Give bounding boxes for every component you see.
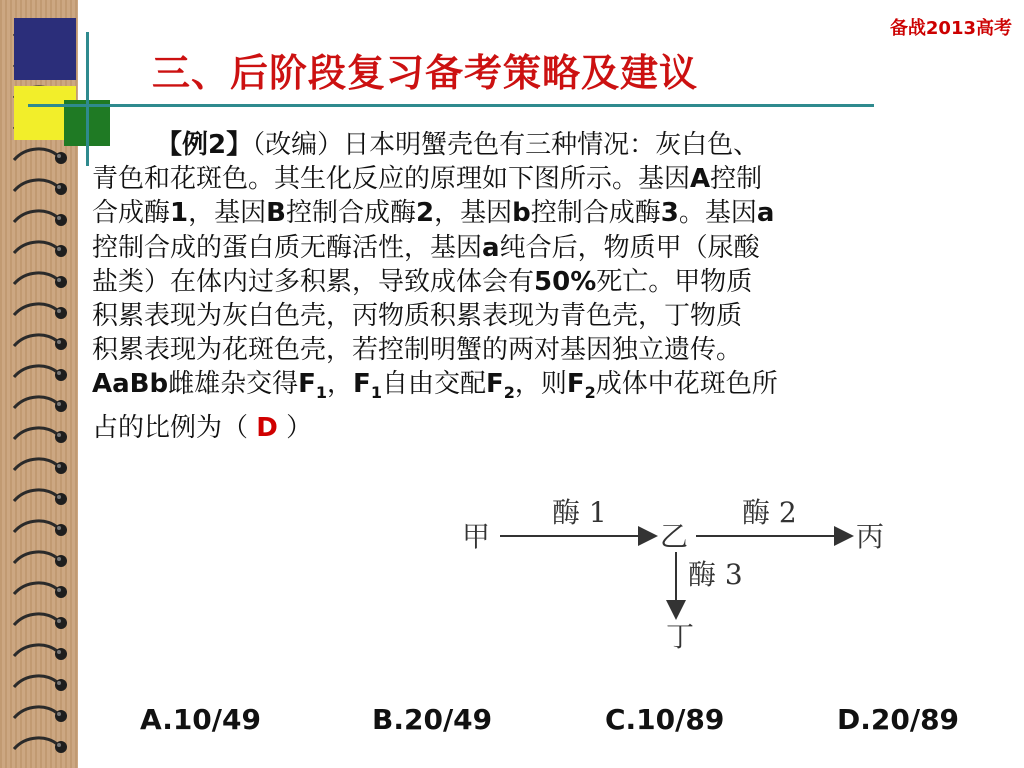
enzyme-2-label: 酶 2 <box>742 496 797 529</box>
question-segment: a <box>482 232 500 263</box>
binding-ring-icon <box>8 144 72 170</box>
node-yi: 乙 <box>660 520 689 553</box>
question-line <box>92 162 982 196</box>
question-segment: 雌雄杂交得 <box>168 369 299 400</box>
binding-ring-icon <box>8 175 72 201</box>
question-segment: 50% <box>534 266 597 297</box>
header-tag: 备战2013高考 <box>889 18 1012 39</box>
pathway-diagram <box>460 488 900 656</box>
binding-ring-icon <box>8 206 72 232</box>
question-segment: ， <box>327 369 354 400</box>
question-segment: 2 <box>415 198 435 229</box>
question-segment: 2 <box>503 383 515 403</box>
binding-ring-icon <box>8 547 72 573</box>
question-segment: 1 <box>315 383 328 403</box>
binding-ring-icon <box>8 671 72 697</box>
binding-ring-icon <box>8 299 72 325</box>
question-segment: 死亡。甲物质 <box>596 266 753 297</box>
enzyme-1-label: 酶 1 <box>552 496 607 529</box>
question-segment: F <box>298 369 316 400</box>
question-line <box>92 231 982 265</box>
question-line <box>92 196 982 230</box>
node-bing: 丙 <box>856 520 885 553</box>
question-segment: ，基因 <box>188 198 267 229</box>
option-c[interactable]: C.10/89 <box>605 703 725 736</box>
question-segment: 1 <box>170 198 189 229</box>
title-underline <box>28 104 874 107</box>
question-line <box>92 265 982 299</box>
question-line <box>92 411 982 445</box>
question-segment: 纯合后，物质甲（尿酸 <box>499 232 760 263</box>
question-segment: B <box>266 198 286 229</box>
binding-ring-icon <box>8 423 72 449</box>
question-line <box>92 367 982 410</box>
question-segment: 。基因 <box>678 198 757 229</box>
question-segment: 1 <box>370 383 382 403</box>
binding-ring-icon <box>8 733 72 759</box>
binding-ring-icon <box>8 702 72 728</box>
question-segment: F <box>566 369 585 400</box>
decor-square-navy <box>14 18 76 80</box>
binding-ring-icon <box>8 640 72 666</box>
question-segment: 控制 <box>710 164 763 195</box>
question-segment: ，基因 <box>434 198 513 229</box>
option-b[interactable]: B.20/49 <box>372 703 493 736</box>
question-segment: a <box>756 198 775 229</box>
binding-ring-icon <box>8 330 72 356</box>
enzyme-3-label: 酶 3 <box>688 558 743 591</box>
option-d[interactable]: D.20/89 <box>837 703 960 736</box>
binding-ring-icon <box>8 454 72 480</box>
question-line <box>92 128 982 162</box>
binding-ring-icon <box>8 237 72 263</box>
question-segment: 积累表现为花斑色壳，若控制明蟹的两对基因独立遗传。 <box>92 335 743 366</box>
question-segment: （改编）日本明蟹壳色有三种情况：灰白色、 <box>252 130 760 160</box>
question-segment: 【例2】 <box>156 130 253 160</box>
question-line <box>92 333 982 367</box>
node-jia: 甲 <box>462 520 491 553</box>
binding-ring-icon <box>8 485 72 511</box>
question-segment: ，则 <box>514 369 567 400</box>
question-line <box>92 299 982 333</box>
question-segment: ） <box>277 412 313 443</box>
binding-ring-icon <box>8 578 72 604</box>
question-segment: 自由交配 <box>381 369 486 400</box>
question-segment: 青色和花斑色。其生化反应的原理如下图所示。基因 <box>92 164 691 195</box>
question-text <box>92 128 982 445</box>
binding-ring-icon <box>8 392 72 418</box>
binding-ring-icon <box>8 361 72 387</box>
question-segment: 控制合成的蛋白质无酶活性，基因 <box>92 232 483 263</box>
question-segment: AaBb <box>92 369 169 400</box>
answer-text: D <box>256 412 278 443</box>
question-segment: 控制合成酶 <box>530 198 661 229</box>
question-segment: 控制合成酶 <box>285 198 416 229</box>
question-segment: 3 <box>660 198 679 229</box>
option-a[interactable]: A.10/49 <box>140 703 261 736</box>
question-segment: b <box>512 198 531 229</box>
binding-ring-icon <box>8 516 72 542</box>
slide-title: 三、后阶段复习备考策略及建议 <box>152 51 699 95</box>
question-segment: 2 <box>584 383 596 403</box>
question-segment: 占的比例为（ <box>92 412 257 443</box>
question-segment: 盐类）在体内过多积累，导致成体会有 <box>92 266 535 297</box>
decor-vertical-line <box>86 32 89 166</box>
binding-ring-icon <box>8 609 72 635</box>
node-ding: 丁 <box>666 620 695 653</box>
question-segment: A <box>690 164 711 195</box>
question-segment: 成体中花斑色所 <box>595 369 778 400</box>
question-segment: 积累表现为灰白色壳，丙物质积累表现为青色壳，丁物质 <box>92 301 743 332</box>
question-segment: 合成酶 <box>92 198 171 229</box>
question-segment: F <box>353 369 371 400</box>
binding-ring-icon <box>8 268 72 294</box>
question-segment: F <box>485 369 504 400</box>
